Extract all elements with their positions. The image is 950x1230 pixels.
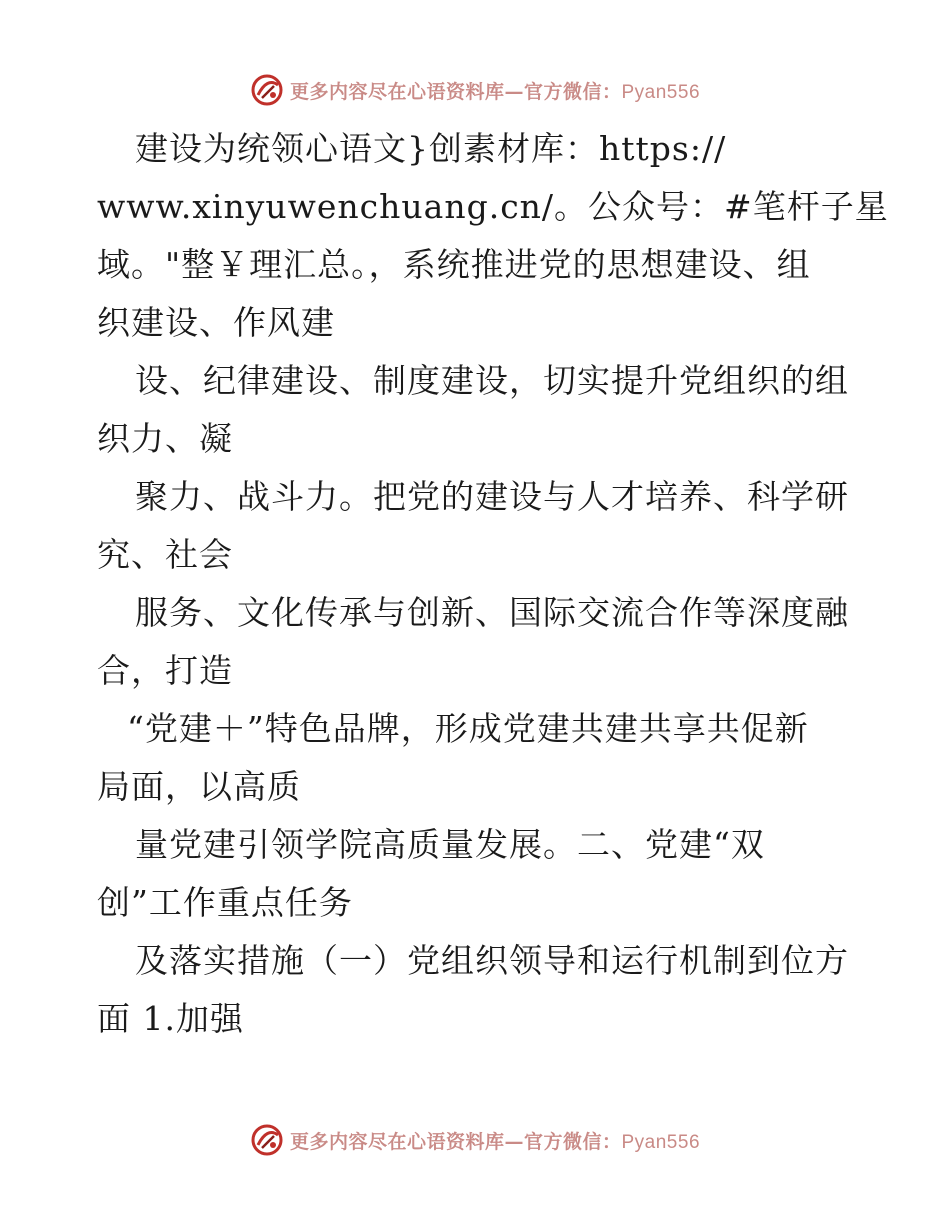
body-line: 域。"整￥理汇总。，系统推进党的思想建设、组 bbox=[97, 245, 811, 284]
header-watermark-text bbox=[290, 77, 700, 104]
page-footer-watermark bbox=[0, 1120, 950, 1160]
brand-logo-icon bbox=[250, 73, 284, 107]
brand-logo-icon bbox=[250, 1123, 284, 1157]
body-line: 织力、凝 bbox=[97, 419, 233, 458]
body-line: 面 1.加强 bbox=[97, 999, 244, 1038]
body-line: 究、社会 bbox=[97, 535, 233, 574]
footer-watermark-cn: 更多内容尽在心语资料库—官方微信： bbox=[289, 1130, 622, 1153]
body-line: 服务、文化传承与创新、国际交流合作等深度融 bbox=[135, 593, 849, 632]
body-line: 创”工作重点任务 bbox=[97, 883, 353, 922]
body-line: 量党建引领学院高质量发展。二、党建“双 bbox=[135, 825, 765, 864]
body-line: “党建＋”特色品牌，形成党建共建共享共促新 bbox=[127, 709, 809, 748]
header-watermark-cn: 更多内容尽在心语资料库—官方微信： bbox=[289, 80, 622, 103]
body-line: 局面，以高质 bbox=[97, 767, 301, 806]
footer-watermark-text bbox=[290, 1127, 700, 1154]
document-body bbox=[97, 120, 889, 1048]
body-line: 建设为统领心语文}创素材库：https:// bbox=[135, 129, 727, 168]
body-line: 设、纪律建设、制度建设，切实提升党组织的组 bbox=[135, 361, 849, 400]
body-line: 合，打造 bbox=[97, 651, 233, 690]
header-watermark-id: Pyan556 bbox=[621, 81, 701, 103]
body-line: 及落实措施（一）党组织领导和运行机制到位方 bbox=[135, 941, 849, 980]
footer-watermark-id: Pyan556 bbox=[621, 1131, 701, 1153]
body-line: 织建设、作风建 bbox=[97, 303, 335, 342]
page-header-watermark bbox=[0, 70, 950, 110]
body-line: 聚力、战斗力。把党的建设与人才培养、科学研 bbox=[135, 477, 849, 516]
body-line: www.xinyuwenchuang.cn/。公众号：#笔杆子星 bbox=[97, 187, 889, 226]
